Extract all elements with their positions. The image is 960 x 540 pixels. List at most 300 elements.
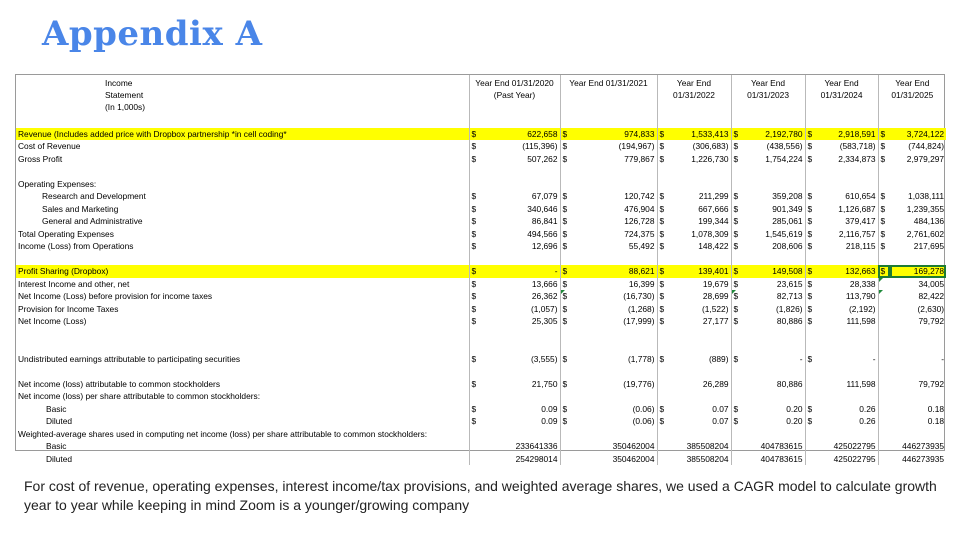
value-cell[interactable]: (2,630): [917, 303, 945, 314]
value-cell[interactable]: 28,699: [702, 291, 729, 302]
value-cell[interactable]: [481, 328, 560, 341]
value-cell[interactable]: 385508204: [686, 441, 729, 452]
value-cell[interactable]: 67,079: [531, 191, 558, 202]
value-cell[interactable]: 1,239,355: [906, 203, 945, 214]
value-cell[interactable]: [890, 328, 946, 341]
currency-cell: $: [469, 140, 481, 153]
value-cell[interactable]: 28,338: [849, 278, 876, 289]
value-cell[interactable]: 404783615: [760, 453, 803, 464]
row-label: [16, 365, 469, 378]
value-cell[interactable]: [743, 165, 805, 178]
value-cell[interactable]: [743, 390, 805, 403]
value-cell[interactable]: 0.07: [712, 416, 729, 427]
row-label: Diluted: [46, 416, 73, 427]
value-cell[interactable]: 0.20: [786, 416, 803, 427]
value-cell[interactable]: 26,362: [531, 291, 558, 302]
value-cell[interactable]: (16,730): [623, 291, 655, 302]
year-header-line: Year End: [750, 78, 786, 88]
currency-cell: [805, 165, 817, 178]
spacer-row: [16, 165, 946, 178]
value-cell[interactable]: 27,177: [702, 316, 729, 327]
value-cell[interactable]: [481, 165, 560, 178]
value-cell[interactable]: 2,918,591: [817, 128, 878, 141]
year-header-line: Year End: [895, 78, 930, 88]
currency-cell: [878, 415, 890, 428]
currency-cell: $: [560, 265, 572, 278]
income-statement-sheet: [15, 74, 945, 464]
value-cell[interactable]: 446273935: [902, 441, 945, 452]
currency-cell: [878, 440, 890, 453]
currency-cell: [469, 165, 481, 178]
currency-cell: $: [805, 415, 817, 428]
value-cell[interactable]: [817, 390, 878, 403]
table-row: [16, 303, 946, 316]
value-cell[interactable]: (306,683): [692, 141, 729, 152]
value-cell[interactable]: 446273935: [902, 453, 945, 464]
value-cell[interactable]: [817, 115, 878, 128]
currency-cell: $: [731, 403, 743, 416]
value-cell[interactable]: [572, 178, 657, 191]
value-cell[interactable]: 16,399: [628, 278, 655, 289]
value-cell[interactable]: (115,396): [522, 141, 558, 152]
value-cell[interactable]: [817, 328, 878, 341]
value-cell[interactable]: 2,116,757: [838, 228, 876, 239]
value-cell[interactable]: 2,334,873: [838, 153, 876, 164]
year-header-line: (Past Year): [493, 90, 536, 100]
value-cell[interactable]: 80,886: [776, 378, 803, 389]
currency-cell: [560, 178, 572, 191]
spacer-row: [16, 115, 946, 128]
value-cell[interactable]: (1,826): [775, 303, 803, 314]
currency-cell: $: [731, 128, 743, 141]
row-label: Net Income (Loss) before provision for income taxes: [18, 291, 213, 302]
currency-cell: [657, 453, 669, 466]
currency-cell: [469, 365, 481, 378]
currency-cell: $: [878, 203, 890, 216]
currency-cell: $: [469, 228, 481, 241]
footnote-text: For cost of revenue, operating expenses, interest income/tax provisions, and weighted average shares, we used a CAGR model to calculate growth year to year while keeping in mind Zoom is a younger/growing company: [24, 478, 937, 513]
value-cell[interactable]: [817, 178, 878, 191]
row-label: Revenue (Includes added price with Dropbox partnership *in cell coding*: [16, 128, 469, 141]
row-label: Cost of Revenue: [18, 141, 81, 152]
currency-cell: $: [657, 290, 669, 303]
value-cell[interactable]: 0.20: [786, 403, 803, 414]
value-cell[interactable]: [669, 115, 731, 128]
value-cell[interactable]: 0.07: [712, 403, 729, 414]
value-cell[interactable]: (19,776): [623, 378, 655, 389]
currency-cell: [560, 328, 572, 341]
value-cell[interactable]: [572, 115, 657, 128]
currency-cell: [878, 453, 890, 466]
value-cell[interactable]: 622,658: [481, 128, 560, 141]
value-cell[interactable]: 211,299: [698, 191, 729, 202]
value-cell[interactable]: 610,654: [845, 191, 876, 202]
value-cell[interactable]: 113,790: [845, 291, 876, 302]
value-cell[interactable]: [890, 428, 946, 441]
value-cell[interactable]: [890, 365, 946, 378]
value-cell[interactable]: 208,606: [772, 241, 803, 252]
value-cell[interactable]: (889): [708, 353, 729, 364]
currency-cell: $: [731, 228, 743, 241]
currency-cell: $: [469, 353, 481, 366]
value-cell[interactable]: 21,750: [531, 378, 558, 389]
currency-cell: $: [878, 140, 890, 153]
value-cell[interactable]: 425022795: [833, 453, 876, 464]
value-cell[interactable]: 111,598: [846, 316, 876, 327]
currency-cell: $: [469, 265, 481, 278]
value-cell[interactable]: [669, 328, 731, 341]
value-cell[interactable]: 233641336: [515, 441, 558, 452]
value-cell[interactable]: [669, 253, 731, 266]
value-cell[interactable]: 1,078,309: [691, 228, 729, 239]
value-cell[interactable]: [743, 253, 805, 266]
value-cell[interactable]: 79,792: [918, 316, 945, 327]
currency-cell: [657, 428, 669, 441]
value-cell[interactable]: [669, 165, 731, 178]
spacer-row: [16, 328, 946, 341]
value-cell[interactable]: [890, 390, 946, 403]
currency-cell: [731, 365, 743, 378]
currency-cell: [657, 365, 669, 378]
table-row: [16, 290, 946, 303]
value-cell[interactable]: 507,262: [527, 153, 558, 164]
value-cell[interactable]: 82,713: [776, 291, 803, 302]
currency-cell: $: [731, 353, 743, 366]
value-cell[interactable]: (0.06): [632, 416, 655, 427]
currency-cell: $: [805, 290, 817, 303]
table-row: [16, 128, 946, 141]
value-cell[interactable]: 19,679: [702, 278, 729, 289]
value-cell[interactable]: 1,126,687: [838, 203, 876, 214]
value-cell[interactable]: [890, 340, 946, 353]
value-cell[interactable]: 1,226,730: [691, 153, 729, 164]
value-cell[interactable]: (1,778): [627, 353, 655, 364]
value-cell[interactable]: [572, 365, 657, 378]
value-cell[interactable]: 111,598: [846, 378, 876, 389]
value-cell[interactable]: 0.18: [927, 416, 945, 427]
row-label: General and Administrative: [42, 216, 143, 227]
currency-cell: $: [878, 265, 890, 278]
value-cell[interactable]: 218,115: [845, 241, 876, 252]
year-header: [878, 75, 946, 115]
currency-cell: [805, 178, 817, 191]
value-cell[interactable]: 0.26: [859, 403, 876, 414]
table-row: [16, 240, 946, 253]
value-cell[interactable]: 974,833: [572, 128, 657, 141]
value-cell[interactable]: (2,192): [849, 303, 876, 314]
currency-cell: $: [657, 415, 669, 428]
year-header-line: 01/31/2023: [747, 90, 789, 100]
value-cell[interactable]: 34,005: [918, 278, 945, 289]
currency-cell: $: [469, 415, 481, 428]
value-cell[interactable]: [481, 365, 560, 378]
currency-cell: $: [560, 315, 572, 328]
currency-cell: $: [469, 403, 481, 416]
value-cell[interactable]: [817, 340, 878, 353]
value-cell[interactable]: 120,742: [624, 191, 655, 202]
value-cell[interactable]: [817, 253, 878, 266]
currency-cell: $: [657, 240, 669, 253]
value-cell[interactable]: [890, 178, 946, 191]
currency-cell: [560, 253, 572, 266]
currency-cell: $: [731, 140, 743, 153]
currency-cell: [878, 340, 890, 353]
currency-cell: $: [560, 378, 572, 391]
row-label: Income (Loss) from Operations: [18, 241, 134, 252]
value-cell[interactable]: [669, 365, 731, 378]
value-cell[interactable]: (438,556): [766, 141, 803, 152]
value-cell[interactable]: 55,492: [628, 241, 655, 252]
value-cell[interactable]: 350462004: [612, 441, 655, 452]
value-cell[interactable]: [481, 428, 560, 441]
currency-cell: $: [657, 190, 669, 203]
value-cell[interactable]: [481, 253, 560, 266]
currency-cell: [469, 253, 481, 266]
value-cell[interactable]: [572, 428, 657, 441]
statement-header: [16, 75, 469, 115]
value-cell[interactable]: 2,761,602: [906, 228, 945, 239]
value-cell[interactable]: 0.09: [541, 416, 558, 427]
value-cell[interactable]: 80,886: [776, 316, 803, 327]
value-cell[interactable]: 425022795: [833, 441, 876, 452]
value-cell[interactable]: (583,718): [839, 141, 876, 152]
value-cell[interactable]: 779,867: [624, 153, 655, 164]
value-cell[interactable]: (1,522): [701, 303, 729, 314]
currency-cell: [805, 453, 817, 466]
currency-cell: $: [657, 228, 669, 241]
currency-cell: [878, 365, 890, 378]
currency-cell: [805, 115, 817, 128]
value-cell[interactable]: -: [872, 353, 876, 364]
currency-cell: [805, 253, 817, 266]
year-header-line: 01/31/2025: [891, 90, 934, 100]
row-label: Profit Sharing (Dropbox): [16, 265, 469, 278]
value-cell[interactable]: 476,904: [624, 203, 655, 214]
value-cell[interactable]: 350462004: [612, 453, 655, 464]
value-cell[interactable]: 667,666: [698, 203, 729, 214]
currency-cell: $: [805, 403, 817, 416]
table-row: [16, 265, 946, 278]
currency-cell: $: [657, 128, 669, 141]
value-cell[interactable]: (0.06): [632, 403, 655, 414]
currency-cell: [731, 165, 743, 178]
value-cell[interactable]: [817, 365, 878, 378]
year-header: [560, 75, 657, 115]
currency-cell: [878, 178, 890, 191]
currency-cell: [878, 328, 890, 341]
value-cell[interactable]: 139,401: [669, 265, 731, 278]
currency-cell: $: [560, 215, 572, 228]
row-label: Provision for Income Taxes: [18, 303, 119, 314]
value-cell[interactable]: [743, 328, 805, 341]
value-cell[interactable]: (17,999): [623, 316, 655, 327]
value-cell[interactable]: [743, 115, 805, 128]
currency-cell: [560, 453, 572, 466]
value-cell[interactable]: 217,695: [913, 241, 945, 252]
value-cell[interactable]: 3,724,122: [890, 128, 946, 141]
currency-cell: $: [805, 190, 817, 203]
year-header: [805, 75, 878, 115]
currency-cell: [805, 390, 817, 403]
value-cell[interactable]: 148,422: [698, 241, 729, 252]
currency-cell: [657, 178, 669, 191]
currency-cell: [731, 178, 743, 191]
currency-cell: $: [878, 190, 890, 203]
currency-cell: $: [469, 290, 481, 303]
year-header: [469, 75, 560, 115]
table-row: [16, 403, 946, 416]
value-cell[interactable]: 0.26: [859, 416, 876, 427]
value-cell[interactable]: [817, 165, 878, 178]
table-row: [16, 428, 946, 441]
value-cell[interactable]: 724,375: [624, 228, 655, 239]
value-cell[interactable]: [572, 165, 657, 178]
value-cell[interactable]: 0.09: [541, 403, 558, 414]
currency-cell: [469, 428, 481, 441]
currency-cell: $: [560, 278, 572, 291]
value-cell[interactable]: 126,728: [624, 216, 655, 227]
currency-cell: $: [657, 353, 669, 366]
value-cell[interactable]: [743, 178, 805, 191]
value-cell[interactable]: 901,349: [772, 203, 803, 214]
statement-header-line: Income: [105, 78, 133, 88]
value-cell[interactable]: 359,208: [772, 191, 803, 202]
table-row: [16, 390, 946, 403]
value-cell[interactable]: [572, 328, 657, 341]
value-cell[interactable]: 13,666: [531, 278, 558, 289]
value-cell[interactable]: 86,841: [531, 216, 558, 227]
value-cell[interactable]: (744,824): [908, 141, 945, 152]
value-cell[interactable]: 79,792: [918, 378, 945, 389]
value-cell[interactable]: [890, 165, 946, 178]
page-title: Appendix A: [42, 14, 263, 54]
value-cell[interactable]: [743, 428, 805, 441]
currency-cell: $: [731, 278, 743, 291]
value-cell[interactable]: [481, 340, 560, 353]
value-cell[interactable]: 2,979,297: [906, 153, 945, 164]
table-row: [16, 140, 946, 153]
value-cell[interactable]: 1,754,224: [765, 153, 803, 164]
value-cell[interactable]: 254298014: [515, 453, 558, 464]
value-cell[interactable]: 26,289: [702, 378, 729, 389]
value-cell[interactable]: [481, 178, 560, 191]
row-label: [16, 115, 469, 128]
value-cell[interactable]: [572, 390, 657, 403]
currency-cell: $: [805, 240, 817, 253]
value-cell[interactable]: [743, 365, 805, 378]
value-cell[interactable]: [669, 178, 731, 191]
table-row: [16, 190, 946, 203]
currency-cell: [878, 390, 890, 403]
value-cell[interactable]: [743, 340, 805, 353]
row-label: Diluted: [46, 453, 73, 464]
currency-cell: $: [560, 190, 572, 203]
currency-cell: [469, 390, 481, 403]
year-header-line: Year End: [676, 78, 712, 88]
currency-cell: [878, 278, 890, 291]
value-cell[interactable]: 23,615: [776, 278, 803, 289]
value-cell[interactable]: 385508204: [686, 453, 729, 464]
value-cell[interactable]: 169,278: [890, 265, 946, 278]
currency-cell: $: [560, 290, 572, 303]
value-cell[interactable]: [481, 390, 560, 403]
currency-cell: [657, 253, 669, 266]
currency-cell: $: [469, 378, 481, 391]
value-cell[interactable]: 285,061: [772, 216, 803, 227]
value-cell[interactable]: 132,663: [817, 265, 878, 278]
income-statement-table: [16, 75, 946, 465]
value-cell[interactable]: 494,566: [527, 228, 558, 239]
value-cell[interactable]: 12,696: [531, 241, 558, 252]
value-cell[interactable]: [669, 428, 731, 441]
year-header-line: Year End 01/31/2021: [569, 78, 648, 88]
value-cell[interactable]: 82,422: [918, 291, 945, 302]
currency-cell: $: [657, 153, 669, 166]
value-cell[interactable]: 1,533,413: [669, 128, 731, 141]
value-cell[interactable]: (1,268): [627, 303, 655, 314]
row-label: Interest Income and other, net: [18, 278, 130, 289]
currency-cell: [731, 453, 743, 466]
value-cell[interactable]: -: [941, 353, 945, 364]
value-cell[interactable]: 25,305: [531, 316, 558, 327]
currency-cell: $: [560, 303, 572, 316]
value-cell[interactable]: (1,057): [530, 303, 558, 314]
value-cell[interactable]: 2,192,780: [743, 128, 805, 141]
currency-cell: $: [878, 228, 890, 241]
value-cell[interactable]: -: [481, 265, 560, 278]
currency-cell: $: [731, 265, 743, 278]
value-cell[interactable]: 1,545,619: [765, 228, 803, 239]
value-cell[interactable]: 149,508: [743, 265, 805, 278]
value-cell[interactable]: [572, 253, 657, 266]
value-cell[interactable]: 0.18: [927, 403, 945, 414]
value-cell[interactable]: 484,136: [913, 216, 945, 227]
currency-cell: $: [878, 215, 890, 228]
row-label: Net income (loss) attributable to common stockholders: [18, 378, 221, 389]
value-cell[interactable]: [669, 340, 731, 353]
row-label: [16, 340, 469, 353]
currency-cell: $: [469, 240, 481, 253]
currency-cell: $: [805, 315, 817, 328]
currency-cell: $: [560, 415, 572, 428]
value-cell[interactable]: (194,967): [618, 141, 655, 152]
currency-cell: [560, 115, 572, 128]
value-cell[interactable]: [817, 428, 878, 441]
year-header-line: Year End: [824, 78, 859, 88]
value-cell[interactable]: 379,417: [845, 216, 876, 227]
value-cell[interactable]: (3,555): [530, 353, 558, 364]
currency-cell: $: [657, 278, 669, 291]
value-cell[interactable]: 88,621: [572, 265, 657, 278]
currency-cell: $: [657, 303, 669, 316]
value-cell[interactable]: 404783615: [760, 441, 803, 452]
value-cell[interactable]: [481, 115, 560, 128]
currency-cell: $: [731, 240, 743, 253]
value-cell[interactable]: 199,344: [698, 216, 729, 227]
currency-cell: $: [469, 315, 481, 328]
year-header: [731, 75, 805, 115]
value-cell[interactable]: [890, 253, 946, 266]
value-cell[interactable]: [572, 340, 657, 353]
currency-cell: $: [560, 228, 572, 241]
value-cell[interactable]: [669, 390, 731, 403]
currency-cell: $: [560, 128, 572, 141]
value-cell[interactable]: 340,646: [527, 203, 558, 214]
value-cell[interactable]: -: [799, 353, 803, 364]
currency-cell: $: [469, 153, 481, 166]
value-cell[interactable]: 1,038,111: [908, 191, 945, 202]
value-cell[interactable]: [890, 115, 946, 128]
